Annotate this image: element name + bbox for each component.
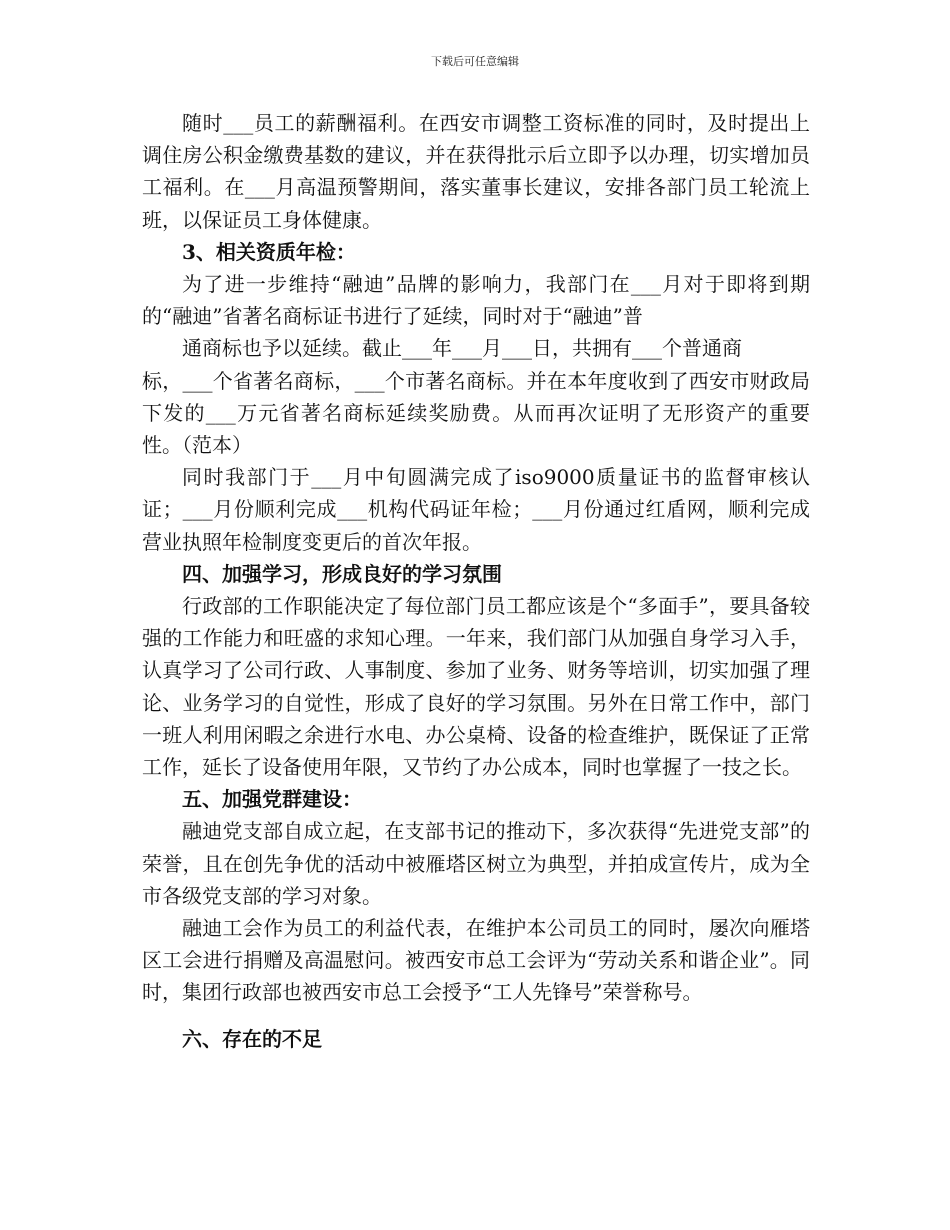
paragraph-iso-certification: 同时我部门于___月中旬圆满完成了iso9000质量证书的监督审核认证；___月份顺利完成___机构代码证年检；___月份通过红盾网，顺利完成营业执照年检制度变更后的首次年报。 (142, 465, 810, 554)
document-body (142, 107, 810, 1055)
paragraph-brand-trademark: 为了进一步维持“融迪”品牌的影响力，我部门在___月对于即将到期的“融迪”省著名商标证书进行了延续，同时对于“融迪”普 (142, 272, 810, 329)
paragraph-trademark-continued: 标，___个省著名商标，___个市著名商标。并在本年度收到了西安市财政局下发的___万元省著名商标延续奖励费。从而再次证明了无形资产的重要性。（范本） (142, 368, 810, 458)
paragraph-trade-union: 融迪工会作为员工的利益代表，在维护本公司员工的同时，屡次向雁塔区工会进行捐赠及高温慰问。被西安市总工会评为“劳动关系和谐企业”。同时，集团行政部也被西安市总工会授予“工人先锋号”荣誉称号。 (142, 916, 810, 1005)
paragraph-salary-welfare: 随时___员工的薪酬福利。在西安市调整工资标准的同时，及时提出上调住房公积金缴费基数的建议，并在获得批示后立即予以办理，切实增加员工福利。在___月高温预警期间，落实董事长建议，安排各部门员工轮流上班，以保证员工身体健康。 (142, 111, 810, 232)
heading-strengthen-learning: 四、加强学习，形成良好的学习氛围 (182, 561, 502, 586)
paragraph-learning-atmosphere: 行政部的工作职能决定了每位部门员工都应该是个“多面手”，要具备较强的工作能力和旺盛的求知心理。一年来，我们部门从加强自身学习入手，认真学习了公司行政、人事制度、参加了业务、财务等培训，切实加强了理论、业务学习的自觉性，形成了良好的学习氛围。另外在日常工作中，部门一班人利用闲暇之余进行水电、办公桌椅、设备的检查维护，既保证了正常工作，延长了设备使用年限，又节约了办公成本，同时也掌握了一技之长。 (142, 594, 810, 780)
paragraph-party-branch: 融迪党支部自成立起，在支部书记的推动下，多次获得“先进党支部”的荣誉，且在创先争优的活动中被雁塔区树立为典型，并拍成宣传片，成为全市各级党支部的学习对象。 (142, 819, 810, 908)
heading-qualification-inspection: 3、相关资质年检： (182, 239, 356, 264)
paragraph-trademark-continued-first-line: 通商标也予以延续。截止___年___月___日，共拥有___个普通商 (182, 336, 742, 361)
heading-shortcomings: 六、存在的不足 (182, 1026, 322, 1051)
heading-party-building: 五、加强党群建设： (182, 787, 362, 812)
page-header: 下载后可任意编辑 (431, 55, 519, 68)
